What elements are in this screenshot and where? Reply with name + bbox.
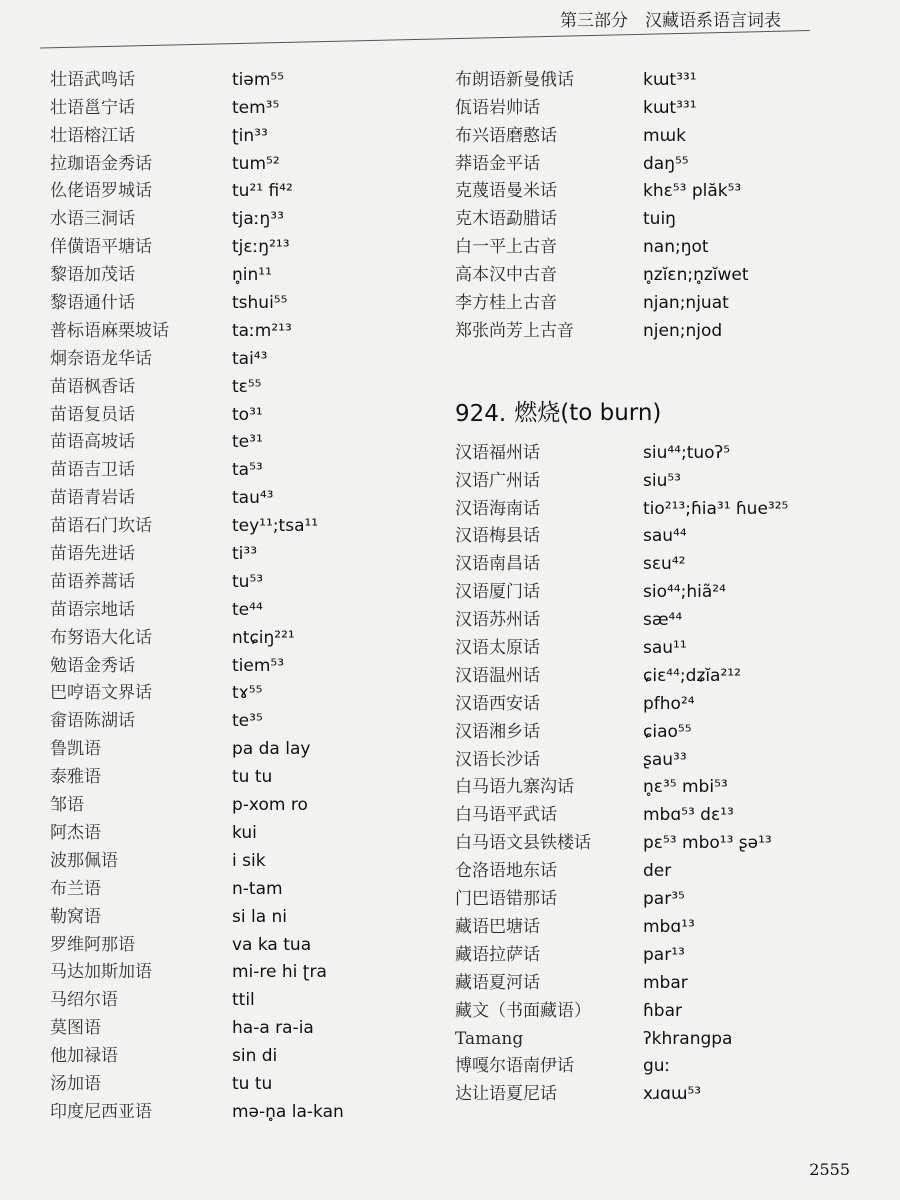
entry-row: [455, 658, 875, 686]
language-name: 布兴语磨憨话: [455, 125, 557, 146]
entry-row: [50, 703, 410, 731]
section-heading: [455, 341, 875, 435]
word-form: siu⁵³: [643, 470, 681, 491]
entry-row: [50, 257, 410, 285]
language-name: 汉语温州话: [455, 665, 540, 686]
entry-row: [455, 909, 875, 937]
entry-row: [455, 714, 875, 742]
entry-row: [50, 1066, 410, 1094]
word-form: sau¹¹: [643, 638, 687, 659]
language-name: 苗语宗地话: [50, 599, 135, 620]
language-name: Tamang: [455, 1028, 524, 1049]
entry-row: [50, 452, 410, 480]
word-form: tjaːŋ³³: [232, 209, 284, 230]
word-form: te³⁵: [232, 711, 263, 732]
entry-row: [50, 174, 410, 202]
language-name: 布努语大化话: [50, 627, 152, 648]
entry-row: [455, 1076, 875, 1104]
language-name: 阿杰语: [50, 822, 101, 843]
entry-row: [455, 937, 875, 965]
header-rule: [40, 30, 810, 48]
language-name: 壮语榕江话: [50, 125, 135, 146]
entry-row: [50, 341, 410, 369]
language-name: 勉语金秀话: [50, 655, 135, 676]
word-form: ʔkhrangpa: [643, 1028, 733, 1049]
word-form: tey¹¹;tsa¹¹: [232, 516, 319, 537]
word-form: n̥zĭɛn;n̥zĭwet: [643, 265, 749, 286]
language-name: 藏语夏河话: [455, 972, 540, 993]
language-name: 勒窝语: [50, 906, 101, 927]
word-form: te⁴⁴: [232, 599, 263, 620]
word-form: siu⁴⁴;tuoʔ⁵: [643, 442, 731, 463]
language-name: 莽语金平话: [455, 153, 540, 174]
language-name: 汉语西安话: [455, 693, 540, 714]
entry-row: [50, 843, 410, 871]
language-name: 泰雅语: [50, 767, 101, 788]
entry-row: [50, 564, 410, 592]
entry-row: [50, 397, 410, 425]
language-name: 马绍尔语: [50, 990, 118, 1011]
language-name: 他加禄语: [50, 1046, 118, 1067]
entry-row: [50, 425, 410, 453]
language-name: 佤语岩帅话: [455, 97, 540, 118]
word-form: tem³⁵: [232, 97, 280, 118]
entry-row: [455, 770, 875, 798]
left-column: [50, 62, 410, 1122]
entry-row: [455, 686, 875, 714]
language-name: 壮语邕宁话: [50, 97, 135, 118]
language-name: 鲁凯语: [50, 739, 101, 760]
language-name: 佯僙语平塘话: [50, 237, 152, 258]
entry-row: [455, 965, 875, 993]
language-name: 水语三洞话: [50, 209, 135, 230]
language-name: 克木语勐腊话: [455, 209, 557, 230]
entry-row: [455, 257, 875, 285]
entry-row: [50, 592, 410, 620]
language-name: 白马语文县铁楼话: [455, 833, 591, 854]
language-name: 汉语广州话: [455, 470, 540, 491]
word-form: ti³³: [232, 544, 258, 565]
entry-row: [50, 201, 410, 229]
language-name: 汉语厦门话: [455, 582, 540, 603]
word-form: tshui⁵⁵: [232, 293, 288, 314]
word-form: pa da lay: [232, 739, 311, 760]
language-name: 拉珈语金秀话: [50, 153, 152, 174]
entry-row: [50, 146, 410, 174]
word-form: tuiŋ: [643, 209, 676, 230]
word-form: i sik: [232, 850, 266, 871]
word-form: sæ⁴⁴: [643, 610, 683, 631]
word-form: der: [643, 861, 672, 882]
word-form: sio⁴⁴;hiã²⁴: [643, 582, 726, 603]
word-form: tu⁵³: [232, 571, 264, 592]
word-form: mbɑ¹³: [643, 916, 695, 937]
language-name: 仓洛语地东话: [455, 861, 557, 882]
language-name: 莫图语: [50, 1018, 101, 1039]
word-form: n-tam: [232, 878, 283, 899]
entry-row: [455, 825, 875, 853]
word-form: njen;njod: [643, 320, 723, 341]
word-form: nan;ŋot: [643, 237, 709, 258]
language-name: 巴哼语文界话: [50, 683, 152, 704]
entry-row: [50, 899, 410, 927]
language-name: 邹语: [50, 795, 84, 816]
language-name: 黎语通什话: [50, 293, 135, 314]
language-name: 白马语九寨沟话: [455, 777, 574, 798]
language-name: 苗语吉卫话: [50, 460, 135, 481]
entry-row: [455, 118, 875, 146]
entry-row: [50, 285, 410, 313]
word-form: khɛ⁵³ plăk⁵³: [643, 181, 742, 202]
word-form: ttil: [232, 990, 255, 1011]
entry-row: [455, 174, 875, 202]
entry-row: [455, 1021, 875, 1049]
entry-row: [50, 815, 410, 843]
entry-row: [455, 62, 875, 90]
language-name: 仫佬语罗城话: [50, 181, 152, 202]
word-form: par¹³: [643, 944, 685, 965]
language-name: 汉语南昌话: [455, 554, 540, 575]
right-column: [455, 62, 875, 1104]
entry-row: [50, 90, 410, 118]
word-form: xɹɑɯ⁵³: [643, 1084, 702, 1105]
entry-row: [455, 90, 875, 118]
word-form: tiəm⁵⁵: [232, 69, 285, 90]
entry-row: [50, 369, 410, 397]
language-name: 李方桂上古音: [455, 293, 557, 314]
word-form: taːm²¹³: [232, 320, 292, 341]
language-name: 藏语巴塘话: [455, 916, 540, 937]
language-name: 印度尼西亚语: [50, 1101, 152, 1122]
language-name: 藏语拉萨话: [455, 944, 540, 965]
entry-row: [455, 491, 875, 519]
entry-row: [455, 853, 875, 881]
word-form: ʂau³³: [643, 749, 687, 770]
word-form: tɛ⁵⁵: [232, 376, 262, 397]
language-name: 高本汉中古音: [455, 265, 557, 286]
language-name: 马达加斯加语: [50, 962, 152, 983]
language-name: 汉语梅县话: [455, 526, 540, 547]
language-name: 汉语太原话: [455, 638, 540, 659]
entry-row: [455, 463, 875, 491]
language-name: 汉语长沙话: [455, 749, 540, 770]
entry-row: [50, 480, 410, 508]
entry-row: [50, 927, 410, 955]
entry-row: [50, 982, 410, 1010]
language-name: 波那佩语: [50, 850, 118, 871]
entry-row: [50, 759, 410, 787]
section-title: 燃烧(to burn): [514, 399, 662, 426]
language-name: 苗语枫香话: [50, 376, 135, 397]
language-name: 达让语夏尼话: [455, 1084, 557, 1105]
language-name: 白马语平武话: [455, 805, 557, 826]
word-form: tu tu: [232, 767, 273, 788]
word-form: mbar: [643, 972, 688, 993]
entry-row: [50, 313, 410, 341]
entry-row: [50, 508, 410, 536]
entry-row: [50, 787, 410, 815]
language-name: 门巴语错那话: [455, 889, 557, 910]
language-name: 壮语武鸣话: [50, 69, 135, 90]
word-form: te³¹: [232, 432, 263, 453]
entry-row: [50, 871, 410, 899]
word-form: ɕiɛ⁴⁴;dʑĭa²¹²: [643, 665, 741, 686]
entry-list-bottom: [455, 435, 875, 1104]
word-form: tio²¹³;ɦia³¹ ɦue³²⁵: [643, 498, 789, 519]
word-form: kui: [232, 822, 257, 843]
language-name: 克蔑语曼米话: [455, 181, 557, 202]
page-number: 2555: [809, 1160, 850, 1179]
word-form: va ka tua: [232, 934, 312, 955]
entry-row: [50, 536, 410, 564]
language-name: 藏文（书面藏语）: [455, 1000, 591, 1021]
word-form: par³⁵: [643, 889, 685, 910]
entry-row: [455, 146, 875, 174]
word-form: to³¹: [232, 404, 263, 425]
word-form: ɕiao⁵⁵: [643, 721, 692, 742]
word-form: n̥ɛ³⁵ mbi⁵³: [643, 777, 728, 798]
language-name: 汤加语: [50, 1073, 101, 1094]
language-name: 白一平上古音: [455, 237, 557, 258]
word-form: guː: [643, 1056, 671, 1077]
entry-row: [50, 1094, 410, 1122]
word-form: mi-re hi ʈra: [232, 962, 327, 983]
entry-list-top: [455, 62, 875, 341]
word-form: tjɛːŋ²¹³: [232, 237, 290, 258]
language-name: 博嘎尔语南伊话: [455, 1056, 574, 1077]
entry-row: [455, 229, 875, 257]
language-name: 炯奈语龙华话: [50, 348, 152, 369]
language-name: 汉语湘乡话: [455, 721, 540, 742]
entry-row: [455, 630, 875, 658]
entry-row: [455, 993, 875, 1021]
word-form: n̥in¹¹: [232, 265, 272, 286]
word-form: pfho²⁴: [643, 693, 695, 714]
word-form: tu²¹ fi⁴²: [232, 181, 293, 202]
word-form: tu tu: [232, 1073, 273, 1094]
entry-row: [455, 519, 875, 547]
language-name: 布兰语: [50, 878, 101, 899]
word-form: sin di: [232, 1046, 278, 1067]
entry-row: [455, 797, 875, 825]
entry-row: [455, 435, 875, 463]
word-form: ɦbar: [643, 1000, 682, 1021]
word-form: si la ni: [232, 906, 288, 927]
entry-row: [50, 731, 410, 759]
language-name: 汉语海南话: [455, 498, 540, 519]
entry-row: [50, 118, 410, 146]
language-name: 苗语先进话: [50, 544, 135, 565]
word-form: tau⁴³: [232, 488, 274, 509]
language-name: 苗语青岩话: [50, 488, 135, 509]
word-form: tum⁵²: [232, 153, 280, 174]
word-form: ha-a ra-ia: [232, 1018, 314, 1039]
language-name: 苗语石门坎话: [50, 516, 152, 537]
entry-row: [50, 1010, 410, 1038]
entry-row: [455, 1049, 875, 1077]
entry-row: [50, 62, 410, 90]
entry-row: [455, 881, 875, 909]
language-name: 苗语高坡话: [50, 432, 135, 453]
word-form: tai⁴³: [232, 348, 268, 369]
running-header: 第三部分 汉藏语系语言词表: [560, 11, 781, 31]
language-name: 汉语苏州话: [455, 610, 540, 631]
entry-row: [455, 201, 875, 229]
word-form: ntɕiŋ²²¹: [232, 627, 295, 648]
entry-row: [455, 602, 875, 630]
word-form: mə-n̥a la-kan: [232, 1101, 344, 1122]
word-form: pɛ⁵³ mbo¹³ ʂə¹³: [643, 833, 772, 854]
word-form: njan;njuat: [643, 293, 729, 314]
language-name: 布朗语新曼俄话: [455, 69, 574, 90]
entry-row: [455, 546, 875, 574]
language-name: 普标语麻栗坡话: [50, 320, 169, 341]
entry-row: [455, 285, 875, 313]
word-form: ta⁵³: [232, 460, 263, 481]
entry-row: [455, 574, 875, 602]
word-form: tɤ⁵⁵: [232, 683, 263, 704]
entry-row: [50, 676, 410, 704]
entry-row: [50, 1038, 410, 1066]
language-name: 汉语福州话: [455, 442, 540, 463]
language-name: 罗维阿那语: [50, 934, 135, 955]
word-form: kɯt³³¹: [643, 97, 697, 118]
word-form: tiem⁵³: [232, 655, 285, 676]
entry-row: [50, 648, 410, 676]
entry-row: [50, 955, 410, 983]
entry-row: [50, 229, 410, 257]
word-form: daŋ⁵⁵: [643, 153, 689, 174]
word-form: sau⁴⁴: [643, 526, 687, 547]
entry-row: [455, 313, 875, 341]
word-form: kɯt³³¹: [643, 69, 697, 90]
language-name: 郑张尚芳上古音: [455, 320, 574, 341]
word-form: mɯk: [643, 125, 686, 146]
language-name: 苗语复员话: [50, 404, 135, 425]
word-form: sɛu⁴²: [643, 554, 686, 575]
entry-row: [50, 620, 410, 648]
word-form: ʈin³³: [232, 125, 268, 146]
section-number: 924.: [455, 400, 507, 427]
word-form: mbɑ⁵³ dɛ¹³: [643, 805, 734, 826]
word-form: p-xom ro: [232, 795, 308, 816]
language-name: 畲语陈湖话: [50, 711, 135, 732]
language-name: 黎语加茂话: [50, 265, 135, 286]
language-name: 苗语养蒿话: [50, 571, 135, 592]
entry-row: [455, 742, 875, 770]
